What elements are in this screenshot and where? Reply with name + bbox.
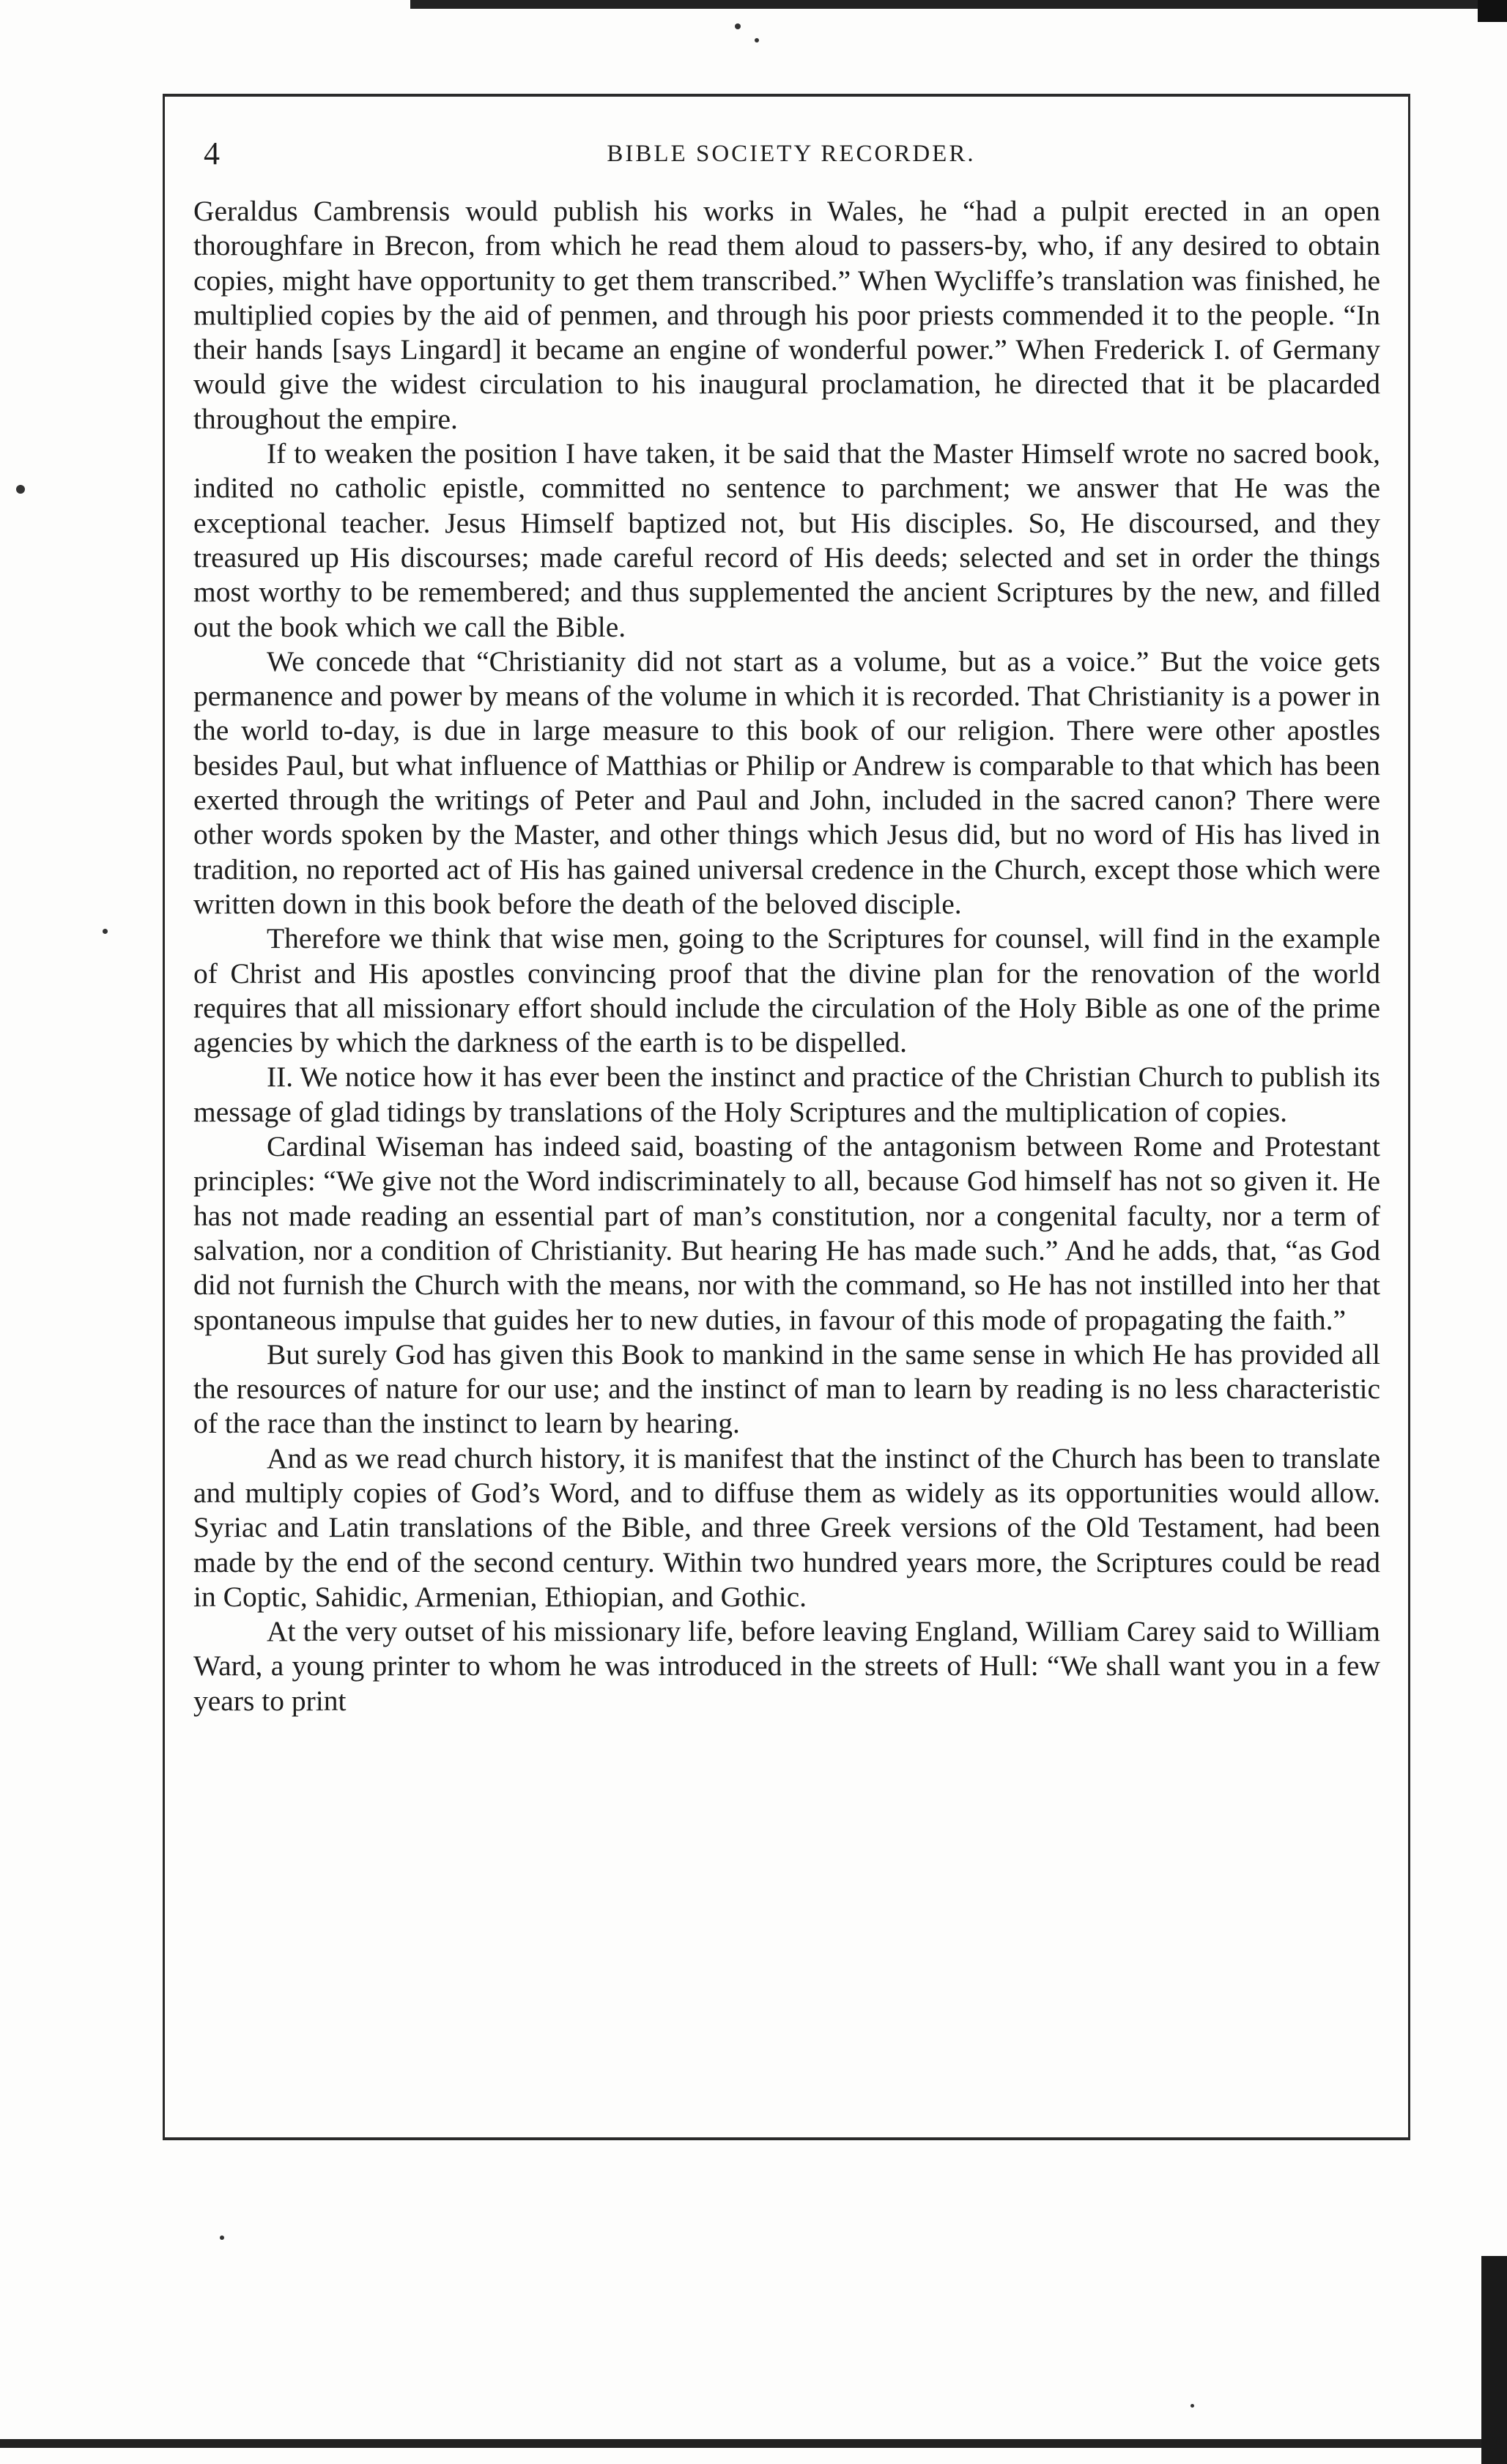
scan-speck	[220, 2235, 224, 2240]
scan-speck	[755, 38, 759, 42]
bottom-edge-rule	[0, 2439, 1507, 2448]
top-edge-rule	[410, 0, 1507, 9]
paragraph: We concede that “Christianity did not start as a volume, but as a voice.” But the voice gets permanence and power by means of the volume in which it is recorded. That Christianity is a power in the world to-day, is due in large measure to this book of our religion. There were other apostles besides Paul, but what influence of Matthias or Philip or Andrew is comparable to that which has been exerted through the writings of Peter and Paul and John, included in the sacred canon? There were other words spoken by the Master, and other things which Jesus did, but no word of His has lived in tradition, no reported act of His has gained universal credence in the Church, except those which were written down in this book before the death of the beloved disciple.	[193, 645, 1380, 920]
bottom-right-edge-mark	[1481, 2256, 1507, 2464]
paragraph: II. We notice how it has ever been the instinct and practice of the Christian Church to publish its message of glad tidings by translations of the Holy Scriptures and the multiplication of copies.	[193, 1061, 1380, 1128]
page-number: 4	[204, 136, 220, 171]
body-text	[193, 194, 1380, 1718]
paragraph: At the very outset of his missionary life, before leaving England, William Carey said to William Ward, a young printer to whom he was introduced in the streets of Hull: “We shall want you in a few years to print	[193, 1615, 1380, 1717]
page-header	[198, 132, 1385, 176]
paragraph: Geraldus Cambrensis would publish his works in Wales, he “had a pulpit erected in an open thoroughfare in Brecon, from which he read them aloud to passers-by, who, if any desired to obtain copies, might have opportunity to get them transcribed.” When Wycliffe’s translation was finished, he multiplied copies by the aid of penmen, and through his poor priests commended it to the people. “In their hands [says Lingard] it became an engine of wonderful power.” When Frederick I. of Germany would give the widest circulation to his inaugural proclamation, he directed that it be placarded throughout the empire.	[193, 195, 1380, 435]
paragraph: Cardinal Wiseman has indeed said, boasting of the antagonism between Rome and Protestant principles: “We give not the Word indiscriminately to all, because God himself has not so given it. He has not made reading an essential part of man’s constitution, nor a congenital faculty, nor a term of salvation, nor a condition of Christianity. But hearing He has made such.” And he adds, that, “as God did not furnish the Church with the means, nor with the command, so He has not instilled into her that spontaneous impulse that guides her to new duties, in favour of this mode of propagating the faith.”	[193, 1130, 1380, 1336]
frame-bottom-rule	[163, 2137, 1410, 2140]
paragraph: If to weaken the position I have taken, it be said that the Master Himself wrote no sacred book, indited no catholic epistle, committed no sentence to parchment; we answer that He was the exceptional teacher. Jesus Himself baptized not, but His disciples. So, He discoursed, and they treasured up His discourses; made careful record of His deeds; selected and set in order the things most worthy to be remembered; and thus supplemented the ancient Scriptures by the new, and filled out the book which we call the Bible.	[193, 437, 1380, 643]
scan-speck	[16, 485, 25, 494]
scan-speck	[103, 929, 108, 934]
paragraph: And as we read church history, it is manifest that the instinct of the Church has been to translate and multiply copies of God’s Word, and to diffuse them as widely as its opportunities would allow. Syriac and Latin translations of the Bible, and three Greek versions of the Old Testament, had been made by the end of the second century. Within two hundred years more, the Scriptures could be read in Coptic, Sahidic, Armenian, Ethiopian, and Gothic.	[193, 1441, 1380, 1613]
frame-right-rule	[1408, 94, 1410, 2137]
paragraph: Therefore we think that wise men, going to the Scriptures for counsel, will find in the example of Christ and His apostles convincing proof that the divine plan for the renovation of the world requires that all missionary effort should include the circulation of the Holy Bible as one of the prime agencies by which the darkness of the earth is to be dispelled.	[193, 922, 1380, 1059]
scan-speck	[1191, 2404, 1194, 2408]
running-title: BIBLE SOCIETY RECORDER.	[607, 141, 976, 167]
paragraph: But surely God has given this Book to mankind in the same sense in which He has provided all the resources of nature for our use; and the instinct of man to learn by reading is no less characteristic of the race than the instinct to learn by hearing.	[193, 1337, 1380, 1440]
top-right-edge-mark	[1478, 0, 1507, 22]
frame-top-rule	[165, 94, 1410, 97]
frame-left-rule	[163, 94, 165, 2137]
scan-speck	[735, 23, 741, 29]
